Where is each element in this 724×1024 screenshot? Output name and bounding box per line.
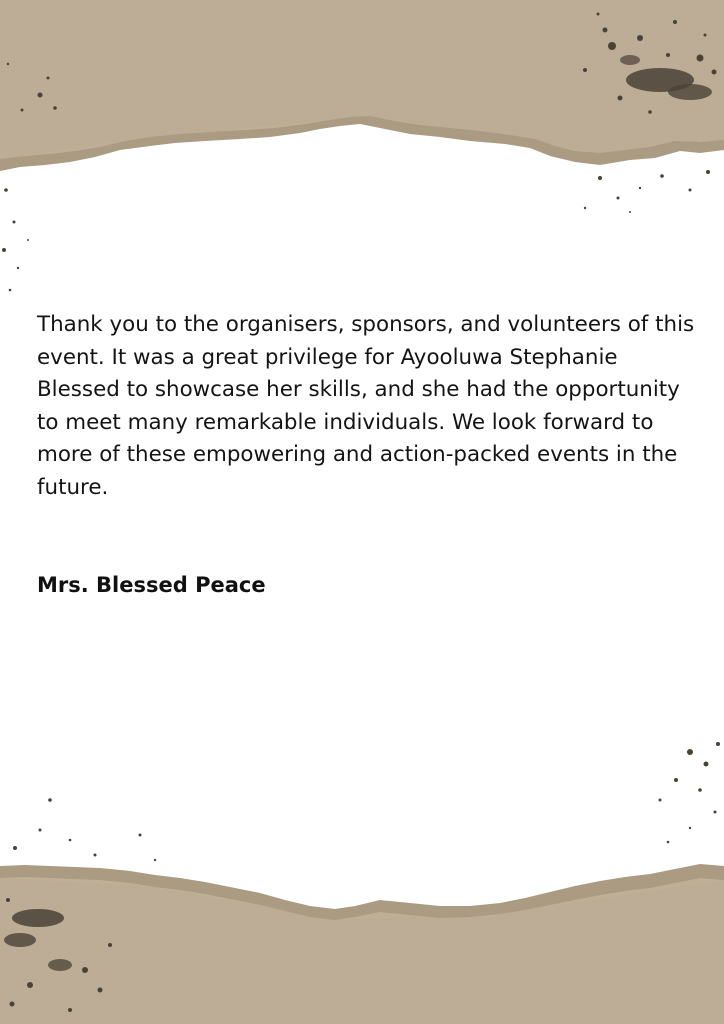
top-paper-grain: [0, 0, 724, 159]
letter-body: Thank you to the organisers, sponsors, and volunteers of this event. It was a great privilege for Ayooluwa Stephanie Blessed to showcase her skills, and she had the opportunity to meet many remarkable individuals. We look forward to more of these empowering and action-packed events in the future.: [37, 312, 695, 500]
signature: Mrs. Blessed Peace: [37, 573, 266, 597]
bottom-paper-grain: [0, 878, 724, 1024]
ink-splatter-bottom-right: [659, 742, 721, 843]
